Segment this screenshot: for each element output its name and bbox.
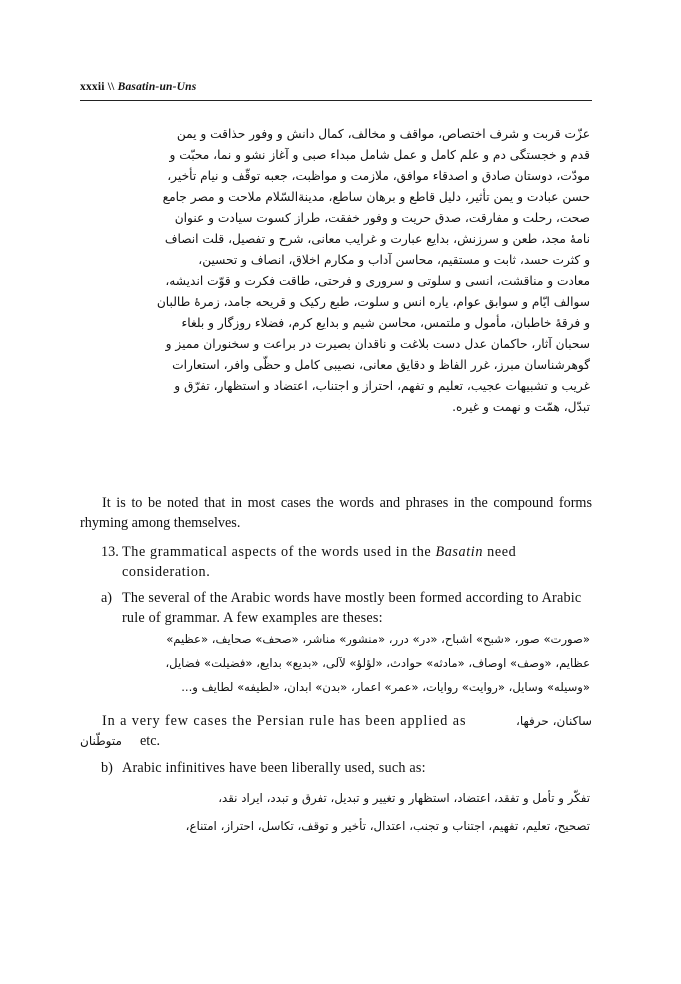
persian-rule-examples-2: متوطّنان [80,733,122,748]
item-a [101,589,592,628]
example-line: تصحیح، تعلیم، تفهیم، اجتناب و تجنب، اعتدال، تأخیر و توقف، تکاسل، احتراز، امتناع، [185,819,590,833]
item-b-text: Arabic infinitives have been liberally used, such as: [122,760,426,776]
page-number: xxxii [80,81,105,93]
example-line: عظایم، «وصف» اوصاف، «مادثه» حوادث، «لؤلؤ» لآلی، «بدیع» بدایع، «فضیلت» فضایل، [165,656,590,670]
item-13-label: 13. [101,544,119,560]
item-b [101,759,592,779]
examples-a [100,627,590,699]
farsi-line: غریب و تشبیهات عجیب، تعلیم و تفهم، احتراز و اجتناب، اعتضاد و استظهار، تفرّق و [174,379,590,393]
farsi-line: و کثرت حسد، ثابت و مستقیم، محاسن آداب و مکارم اخلاق، انصاف و تحسین، [198,253,590,267]
item-a-label: a) [101,590,113,606]
example-line: «صورت» صور، «شبح» اشباح، «در» درر، «منشور» مناشر، «صحف» صحایف، «عظیم» [166,632,590,646]
farsi-line: مودّت، دوستان صادق و اصدقاء موافق، ملازمت و مواظبت، جعبه توقّف و نیام تأخیر، [167,169,590,183]
note-paragraph: It is to be noted that in most cases the words and phrases in the compound forms rhyming among themselves. [80,495,592,531]
farsi-line: گوهرشناسان مبرز، غرر الفاظ و دقایق معانی، نصیبی کامل و حظّی وافر، استعارات [172,358,590,372]
item-b-label: b) [101,760,113,776]
item-13-text-a: The grammatical aspects of the words used in the [122,544,436,560]
persian-rule-examples: ساکنان، حرفها، [515,714,592,728]
farsi-line: نامهٔ مجد، طعن و سرزنش، بدایع عبارت و غرایب معانی، شرح و تفصیل، قلت انصاف [164,232,590,246]
persian-rule-etc: etc. [140,732,161,749]
persian-rule-text: In a very few cases the Persian rule has been applied as [102,713,467,729]
farsi-paragraph [80,124,590,418]
persian-rule-paragraph [80,712,592,751]
item-a-text: The several of the Arabic words have mostly been formed according to Arabic rule of grammar. A few examples are theses: [122,590,582,626]
farsi-line: تبدّل، همّت و نهمت و غیره. [452,400,590,414]
farsi-line: قدم و خجستگی دم و علم کامل و عمل شامل مبداء صبی و آغاز نشو و نما، محبّت و [169,148,590,162]
examples-b [100,784,590,840]
farsi-line: سوالف ایّام و سوابق عوام، یاره انس و سلوت، طبع رکیک و قریحه جامد، زمرهٔ طالبان [156,295,590,309]
book-title: Basatin-un-Uns [117,81,197,93]
item-13 [101,543,592,582]
farsi-line: حسن عبادت و یمن تأثیر، دلیل قاطع و برهان ساطع، مدینةالسّلام ملاحت و مصر جامع [162,190,590,204]
example-line: «وسیله» وسایل، «روایت» روایات، «عمر» اعمار، «بدن» ابدان، «لطیفه» لطایف و... [181,680,590,694]
header-separator: \\ [107,81,115,93]
farsi-line: سحبان آثار، حاکمان عدل دست بلاغت و ناقدان بصیرت در براعت و سخنوران ممیز و [165,337,590,351]
running-header [80,81,592,93]
header-rule [80,100,592,101]
farsi-line: صحت، رحلت و مفارقت، صدق حریت و وفور خفقت، طراز کسوت سیادت و عنوان [174,211,590,225]
example-line: تفکّر و تأمل و تفقد، اعتضاد، استظهار و تغییر و تبدیل، تفرق و تبدد، ایراد نقد، [218,791,590,805]
farsi-line: و فرقهٔ خاطبان، مأمول و ملتمس، محاسن شیم و بدایع کرم، فضلاء روزگار و بلغاء [181,316,590,330]
item-13-italic: Basatin [435,544,484,560]
item-13-text-b: need consideration. [122,544,517,580]
farsi-line: عزّت قربت و شرف اختصاص، مواقف و مخالف، کمال دانش و وفور حذاقت و یمن [176,127,590,141]
item-13-text [101,543,592,582]
farsi-line: معادت و مناقشت، انسی و سلوتی و سروری و فرحتی، طاقت فکرت و قوّت اندیشه، [165,274,590,288]
